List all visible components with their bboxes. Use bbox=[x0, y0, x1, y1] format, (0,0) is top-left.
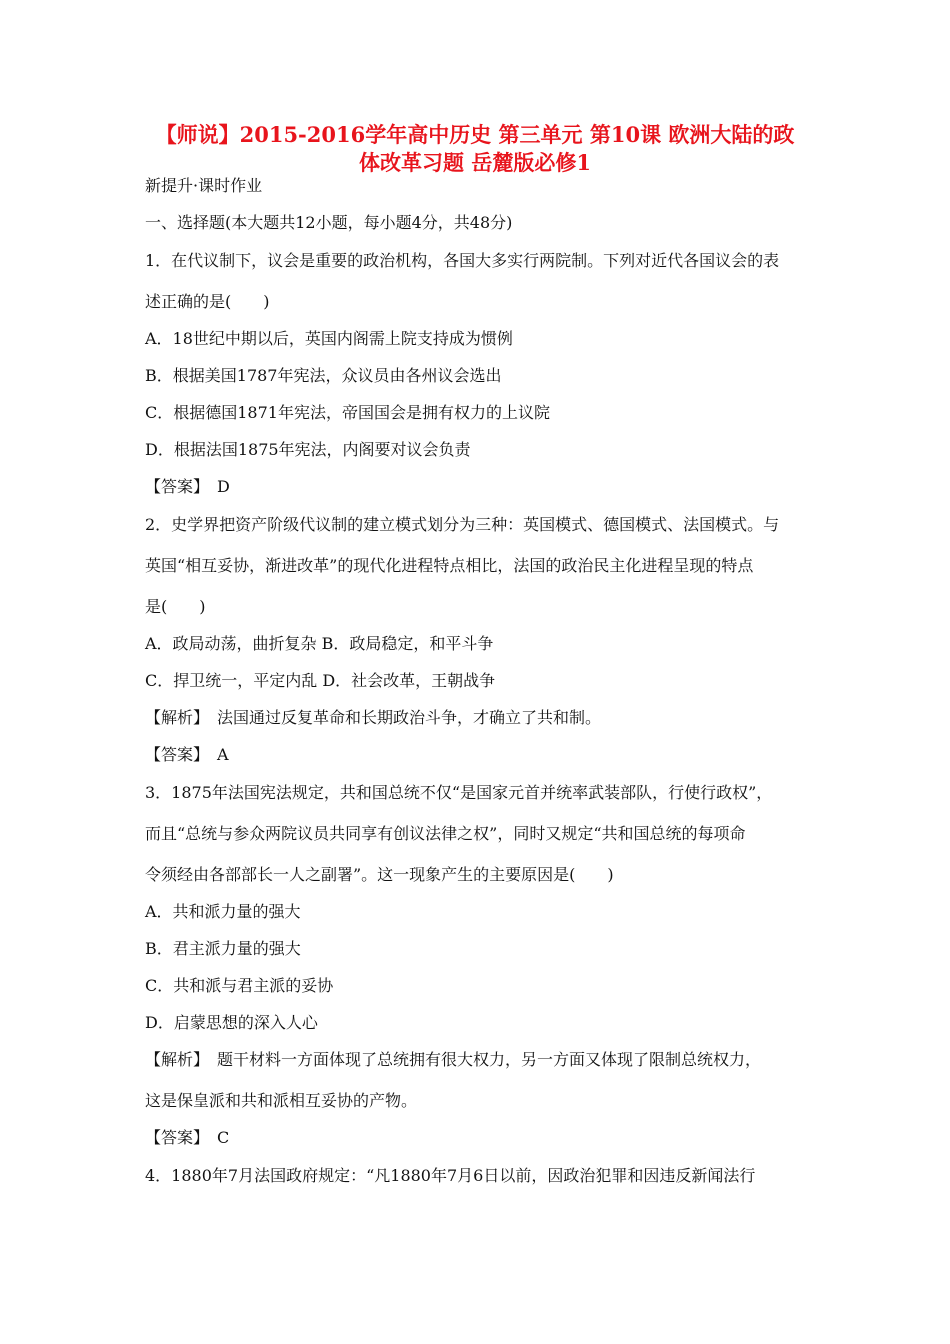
question-3-option-b: B．君主派力量的强大 bbox=[145, 939, 301, 958]
question-1-answer: 【答案】 D bbox=[145, 477, 230, 496]
question-4-line-1: 4．1880年7月法国政府规定：“凡1880年7月6日以前，因政治犯罪和因违反新闻法行 bbox=[145, 1166, 756, 1185]
question-2-answer: 【答案】 A bbox=[145, 745, 229, 764]
question-3-option-a: A．共和派力量的强大 bbox=[145, 902, 301, 921]
question-1-option-c: C．根据德国1871年宪法，帝国国会是拥有权力的上议院 bbox=[145, 403, 550, 422]
question-3-analysis-line-2: 这是保皇派和共和派相互妥协的产物。 bbox=[145, 1091, 418, 1110]
question-1-option-d: D．根据法国1875年宪法，内阁要对议会负责 bbox=[145, 440, 471, 459]
question-3-line-1: 3．1875年法国宪法规定，共和国总统不仅“是国家元首并统率武装部队，行使行政权”， bbox=[145, 783, 773, 802]
document-title-line-2: 体改革习题 岳麓版必修1 bbox=[359, 150, 591, 175]
question-3-line-2: 而且“总统与参众两院议员共同享有创议法律之权”，同时又规定“共和国总统的每项命 bbox=[145, 824, 746, 843]
question-1-line-2: 述正确的是( ) bbox=[145, 292, 270, 311]
question-2-line-1: 2．史学界把资产阶级代议制的建立模式划分为三种：英国模式、德国模式、法国模式。与 bbox=[145, 515, 780, 534]
question-3-option-d: D．启蒙思想的深入人心 bbox=[145, 1013, 318, 1032]
question-2-analysis: 【解析】 法国通过反复革命和长期政治斗争，才确立了共和制。 bbox=[145, 708, 602, 727]
question-2-line-2: 英国“相互妥协，渐进改革”的现代化进程特点相比，法国的政治民主化进程呈现的特点 bbox=[145, 556, 754, 575]
question-2-options-cd: C．捍卫统一，平定内乱 D．社会改革，王朝战争 bbox=[145, 671, 496, 690]
section-heading: 一、选择题(本大题共12小题，每小题4分，共48分) bbox=[145, 213, 513, 232]
question-3-analysis-line-1: 【解析】 题干材料一方面体现了总统拥有很大权力，另一方面又体现了限制总统权力， bbox=[145, 1050, 762, 1069]
question-3-line-3: 令须经由各部部长一人之副署”。这一现象产生的主要原因是( ) bbox=[145, 865, 614, 884]
question-2-options-ab: A．政局动荡，曲折复杂 B．政局稳定，和平斗争 bbox=[145, 634, 494, 653]
document-title-line-1: 【师说】2015-2016学年高中历史 第三单元 第10课 欧洲大陆的政 bbox=[155, 122, 795, 147]
question-2-line-3: 是( ) bbox=[145, 597, 206, 616]
document-subtitle: 新提升·课时作业 bbox=[145, 176, 263, 195]
question-1-option-a: A．18世纪中期以后，英国内阁需上院支持成为惯例 bbox=[145, 329, 513, 348]
question-1-line-1: 1．在代议制下，议会是重要的政治机构，各国大多实行两院制。下列对近代各国议会的表 bbox=[145, 251, 780, 270]
question-3-answer: 【答案】 C bbox=[145, 1128, 230, 1147]
question-3-option-c: C．共和派与君主派的妥协 bbox=[145, 976, 334, 995]
question-1-option-b: B．根据美国1787年宪法，众议员由各州议会选出 bbox=[145, 366, 502, 385]
